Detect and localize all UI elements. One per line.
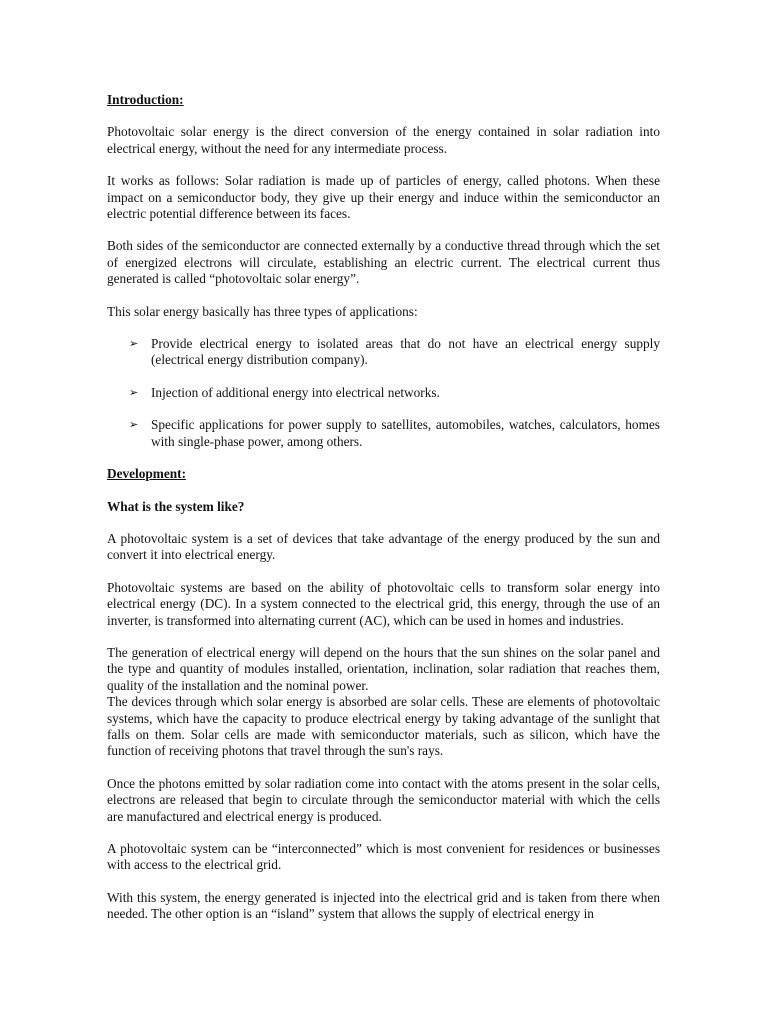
intro-paragraph-3: Both sides of the semiconductor are connected externally by a conductive thread through which the set of energized electrons will circulate, establishing an electric current. The electrical current thus generated is called “photovoltaic solar energy”. [107,238,660,287]
dev-paragraph-7: With this system, the energy generated is injected into the electrical grid and is taken from there when needed. The other option is an “island” system that allows the supply of electrical energy in [107,889,660,922]
intro-paragraph-1: Photovoltaic solar energy is the direct conversion of the energy contained in solar radiation into electrical energy, without the need for any intermediate process. [107,124,660,156]
dev-paragraph-4: The devices through which solar energy is absorbed are solar cells. These are elements of photovoltaic systems, which have the capacity to produce electrical energy by taking advantage of the sunlight that falls on them. Solar cells are made with semiconductor materials, such as silicon, which have the function of receiving photons that travel through the sun's rays. [107,694,660,759]
dev-paragraph-1: A photovoltaic system is a set of devices that take advantage of the energy produced by the sun and convert it into electrical energy. [107,530,660,563]
system-subheading: What is the system like? [107,498,245,514]
dev-paragraph-6: A photovoltaic system can be “interconnected” which is most convenient for residences or businesses with access to the electrical grid. [107,841,660,873]
dev-paragraph-5: Once the photons emitted by solar radiation come into contact with the atoms present in the solar cells, electrons are released that begin to circulate through the semiconductor material with which the cells are manufactured and electrical energy is produced. [107,775,660,824]
dev-paragraph-3: The generation of electrical energy will depend on the hours that the sun shines on the solar panel and the type and quantity of modules installed, orientation, inclination, solar radiation that reaches them, quality of the installation and the nominal power. [107,644,660,693]
development-heading: Development: [107,466,187,482]
arrowhead-bullet-icon: ➢ [129,386,139,399]
arrowhead-bullet-icon: ➢ [129,338,139,351]
intro-paragraph-4: This solar energy basically has three types of applications: [107,303,418,319]
list-item [107,385,660,401]
list-item [107,336,660,369]
applications-list [107,336,660,450]
intro-paragraph-2: It works as follows: Solar radiation is made up of particles of energy, called photons. When these impact on a semiconductor body, they give up their energy and induce within the semiconductor an electric potential difference between its faces. [107,173,660,222]
dev-paragraph-2: Photovoltaic systems are based on the ability of photovoltaic cells to transform solar energy into electrical energy (DC). In a system connected to the electrical grid, this energy, through the use of an inverter, is transformed into alternating current (AC), which can be used in homes and industries. [107,579,660,628]
list-item [107,417,660,450]
arrowhead-bullet-icon: ➢ [129,419,139,432]
document-page [107,92,660,923]
list-item-text: Specific applications for power supply to satellites, automobiles, watches, calculators, homes with single-phase power, among others. [151,417,660,449]
list-item-text: Injection of additional energy into electrical networks. [151,384,440,400]
introduction-heading: Introduction: [107,92,184,107]
list-item-text: Provide electrical energy to isolated areas that do not have an electrical energy supply (electrical energy distribution company). [151,336,660,368]
